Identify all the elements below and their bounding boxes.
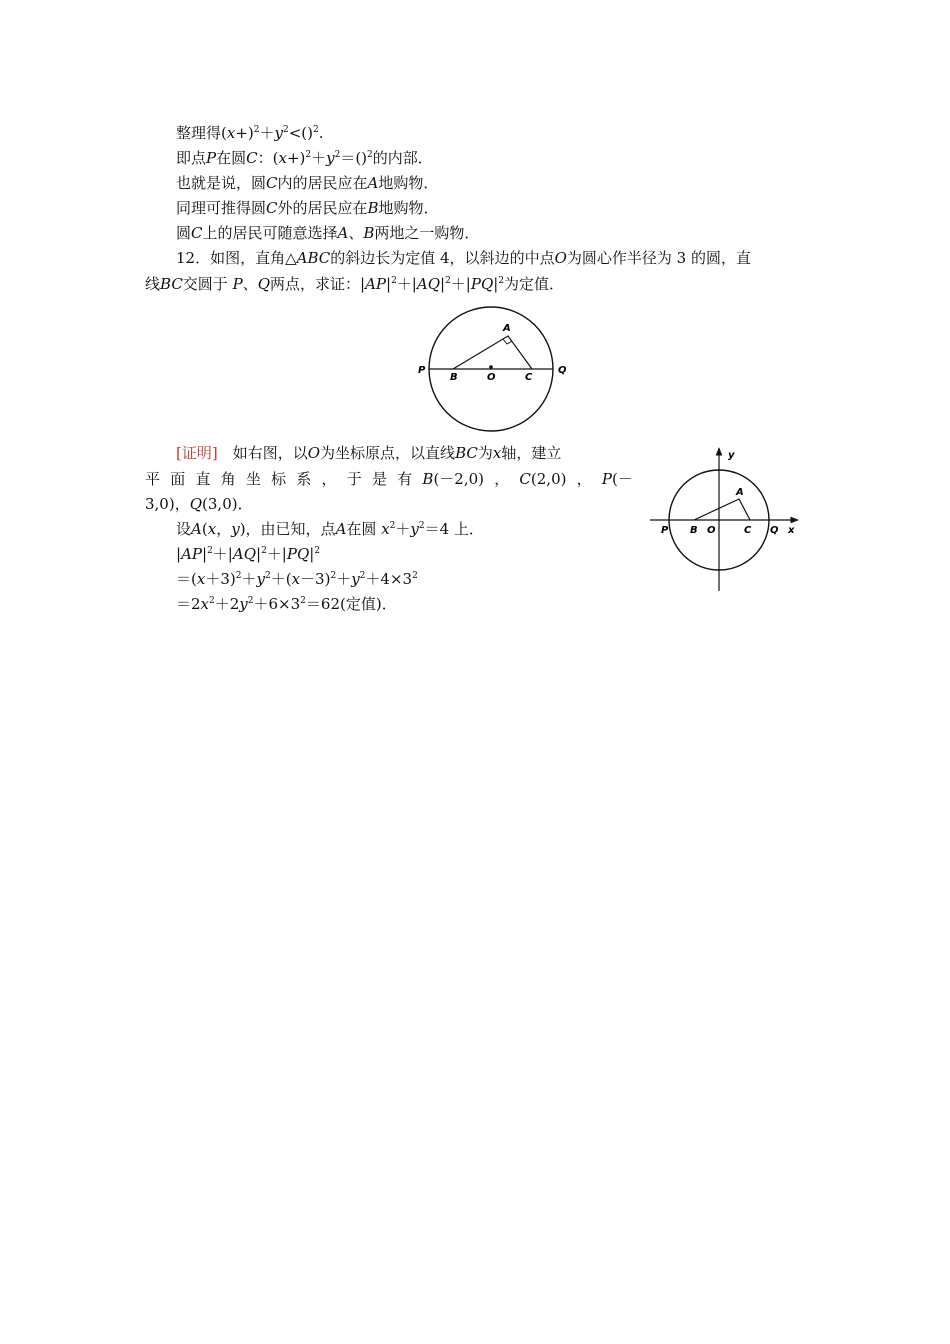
figure2-label-o: O [707,525,716,536]
figure1-label-c: C [525,372,533,383]
figure1-center-dot [489,365,493,369]
figure1-triangle [453,336,532,369]
figure2-triangle [694,499,750,520]
question-12-line-1: 12．如图，直角△ABC的斜边长为定值 4，以斜边的中点O为圆心作半径为 3 的圆，直 [176,249,751,267]
figure2-label-x: x [788,525,795,536]
proof-tag: [证明] [176,444,218,462]
figure2-label-y: y [728,450,735,461]
text-line-2: 即点P在圆C：$(x+)^2+y^2=()^2$的内部． [176,149,433,167]
figure1-label-b: B [450,372,458,383]
proof-line-3: 3,0)，Q(3,0)． [145,495,253,513]
proof-line-4: 设A(x，y)，由已知，点A在圆 $x^2+y^2=4$ 上． [176,520,484,538]
text-line-3: 也就是说，圆C内的居民应在A地购物． [176,174,439,192]
text-line-5: 圆C上的居民可随意选择A、B两地之一购物． [176,224,480,242]
proof-line-2: 平 面 直 角 坐 标 系 ， 于 是 有 B(－2,0) ， C(2,0) ， P(－ [145,470,633,488]
figure2-label-q: Q [770,525,779,536]
proof-line-6: $=(x+3)^2+y^2+(x-3)^2+y^2+4\times 3^2$ [176,570,418,588]
figure1-label-o: O [487,372,496,383]
proof-line-5: $|AP|^2+|AQ|^2+|PQ|^2$ [176,545,321,563]
proof-line-1: [证明] 如右图，以O为坐标原点，以直线BC为x轴，建立 [176,444,562,462]
figure2-label-p: P [661,525,669,536]
question-12-line-2: 线BC交圆于 P、Q两点，求证：$|AP|^2+|AQ|^2+|PQ|^2$为定值． [145,275,565,293]
figure-circle-triangle [410,308,590,428]
figure1-label-p: P [418,365,426,376]
figure1-label-a: A [503,323,511,334]
figure2-label-b: B [690,525,698,536]
figure-coordinate-system [645,443,815,593]
figure1-label-q: Q [558,365,567,376]
figure2-label-a: A [736,487,744,498]
text-line-4: 同理可推得圆C外的居民应在B地购物． [176,199,439,217]
figure2-label-c: C [744,525,752,536]
text-line-1: 整理得$(x+)^2+y^2<()^2$. [176,124,324,142]
proof-line-7: $=2x^2+2y^2+6\times 3^2=62$(定值)． [176,595,397,613]
